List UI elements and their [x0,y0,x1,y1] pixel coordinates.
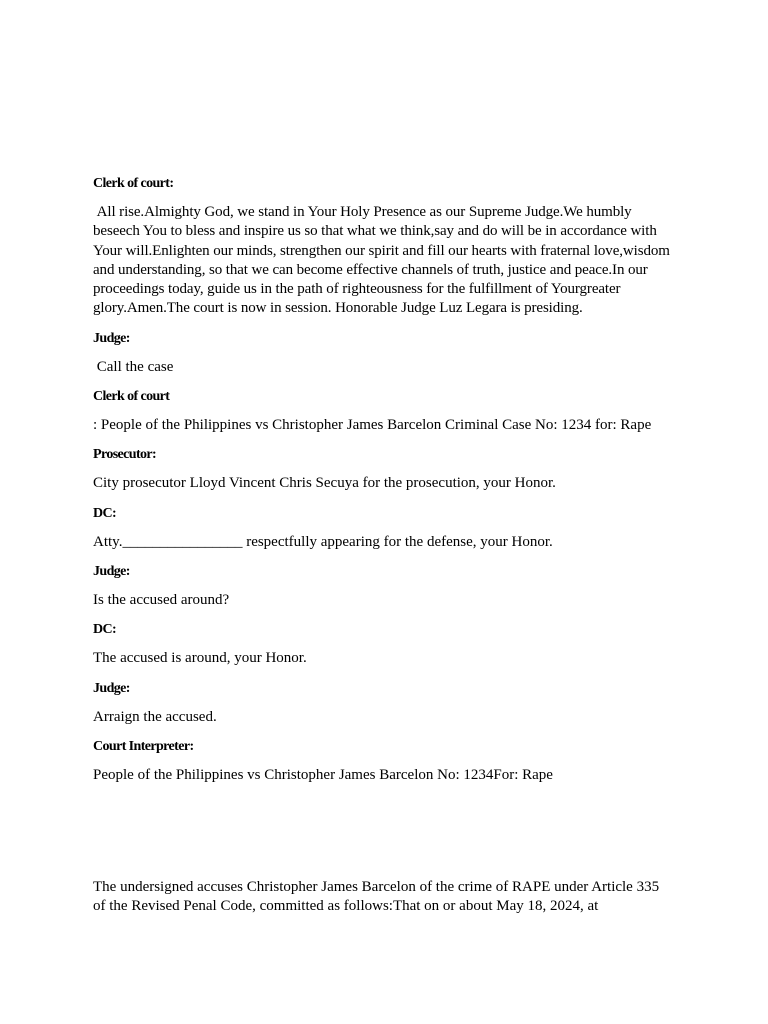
speech-text: Atty.________________ respectfully appearing for the defense, your Honor. [93,533,553,550]
speech-text: All rise.Almighty God, we stand in Your Holy Presence as our Supreme Judge.We humbly beseech You to bless and inspire us so that what we think,say and do will be in accordance with Your will.Enlighten our minds, strengthen our spirit and fill our hearts with fraternal love,wisdom and understanding, so that we can become effective channels of truth, justice and peace.In our proceedings today, guide us in the path of righteousness for the fulfillment of Yourgreater glory.Amen.The court is now in session. Honorable Judge Luz Legara is presiding. [93,204,674,317]
speech-text: The accused is around, your Honor. [93,650,307,667]
speaker-label: Clerk of court [93,389,170,405]
speaker-label: Prosecutor: [93,447,157,463]
speaker-label: Judge: [93,330,130,346]
speaker-label: Clerk of court: [93,176,174,191]
speaker-label: Court Interpreter: [93,738,194,754]
speaker-label: DC: [93,505,117,521]
speaker-label: DC: [93,622,117,638]
speaker-label: Judge: [93,563,130,579]
information-paragraph: The undersigned accuses Christopher James Barcelon of the crime of RAPE under Article 335 of the Revised Penal Code, committed as follows:That on or about May 18, 2024, at [93,879,660,915]
blank-space [93,795,673,878]
speech-text: People of the Philippines vs Christopher James Barcelon No: 1234For: Rape [93,766,553,783]
speech-text: City prosecutor Lloyd Vincent Chris Secuya for the prosecution, your Honor. [93,475,556,492]
speaker-label: Judge: [93,680,130,696]
speech-text: : People of the Philippines vs Christopher James Barcelon Criminal Case No: 1234 for: Rape [93,417,652,434]
speech-text: Is the accused around? [93,591,230,608]
speech-text: Arraign the accused. [93,708,217,725]
speech-text: Call the case [93,358,174,375]
transcript [93,174,673,917]
